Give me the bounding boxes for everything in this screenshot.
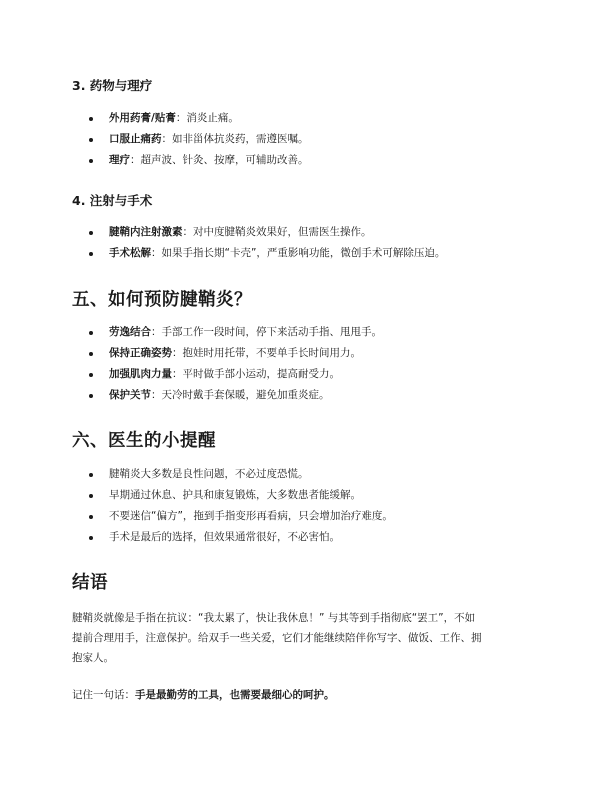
list-item	[72, 129, 542, 150]
item-text: 早期通过休息、护具和康复锻炼，大多数患者能缓解。	[109, 489, 361, 501]
item-text: 手术是最后的选择，但效果通常很好，不必害怕。	[109, 531, 340, 543]
bullet-icon	[89, 331, 93, 335]
bullet-icon	[89, 138, 93, 142]
list-item	[72, 485, 542, 506]
list-item	[72, 108, 542, 129]
medication-list	[72, 108, 542, 171]
item-desc: ：抱娃时用托带，不要单手长时间用力。	[172, 347, 361, 359]
section-heading-conclusion: 结语	[72, 573, 108, 593]
item-term: 手术松解	[109, 247, 151, 259]
bullet-icon	[89, 394, 93, 398]
prevention-list	[72, 322, 542, 406]
bullet-icon	[89, 494, 93, 498]
bullet-icon	[89, 252, 93, 256]
item-desc: ：手部工作一段时间，停下来活动手指、甩甩手。	[151, 326, 382, 338]
paragraph-line: 提前合理用手，注意保护。给双手一些关爱，它们才能继续陪伴你写字、做饭、工作、拥	[72, 632, 482, 644]
list-item	[72, 385, 542, 406]
item-desc: ：天冷时戴手套保暖，避免加重炎症。	[151, 389, 330, 401]
item-term: 理疗	[109, 154, 130, 166]
list-item	[72, 343, 542, 364]
item-term: 保持正确姿势	[109, 347, 172, 359]
section-heading-injection-surgery: 4. 注射与手术	[72, 193, 153, 208]
bullet-icon	[89, 536, 93, 540]
conclusion-paragraph	[72, 608, 542, 668]
closing-prefix: 记住一句话：	[72, 689, 135, 701]
item-desc: ：消炎止痛。	[175, 112, 239, 124]
item-desc: ：超声波、针灸、按摩，可辅助改善。	[130, 154, 309, 166]
item-term: 保护关节	[109, 389, 151, 401]
paragraph-line: 腱鞘炎就像是手指在抗议：“我太累了，快让我休息！” 与其等到手指彻底“罢工”，不如	[72, 612, 476, 624]
item-term: 腱鞘内注射激素	[109, 226, 183, 238]
item-term: 加强肌肉力量	[109, 368, 172, 380]
list-item	[72, 464, 542, 485]
doctor-tips-list	[72, 464, 542, 548]
section-heading-prevention: 五、如何预防腱鞘炎？	[72, 290, 252, 310]
injection-surgery-list	[72, 222, 542, 264]
list-item	[72, 364, 542, 385]
closing-remark	[72, 685, 542, 705]
item-desc: ：对中度腱鞘炎效果好，但需医生操作。	[182, 226, 372, 238]
item-term: 外用药膏/贴膏	[109, 112, 176, 124]
list-item	[72, 506, 542, 527]
bullet-icon	[89, 373, 93, 377]
item-desc: ：平时做手部小运动，提高耐受力。	[172, 368, 340, 380]
list-item	[72, 243, 542, 264]
item-desc: ：如果手指长期“卡壳”，严重影响功能，微创手术可解除压迫。	[151, 247, 446, 259]
bullet-icon	[89, 117, 93, 121]
item-text: 不要迷信“偏方”，拖到手指变形再看病，只会增加治疗难度。	[109, 510, 393, 522]
bullet-icon	[89, 473, 93, 477]
list-item	[72, 527, 542, 548]
closing-emphasis: 手是最勤劳的工具，也需要最细心的呵护。	[135, 689, 335, 701]
bullet-icon	[89, 352, 93, 356]
section-heading-medication: 3. 药物与理疗	[72, 78, 153, 93]
item-text: 腱鞘炎大多数是良性问题，不必过度恐慌。	[109, 468, 309, 480]
paragraph-line: 抱家人。	[72, 652, 114, 664]
bullet-icon	[89, 231, 93, 235]
item-term: 口服止痛药	[109, 133, 162, 145]
list-item	[72, 322, 542, 343]
bullet-icon	[89, 159, 93, 163]
item-desc: ：如非甾体抗炎药，需遵医嘱。	[161, 133, 309, 145]
section-heading-doctor-tips: 六、医生的小提醒	[72, 431, 216, 451]
list-item	[72, 222, 542, 243]
list-item	[72, 150, 542, 171]
bullet-icon	[89, 515, 93, 519]
item-term: 劳逸结合	[109, 326, 151, 338]
